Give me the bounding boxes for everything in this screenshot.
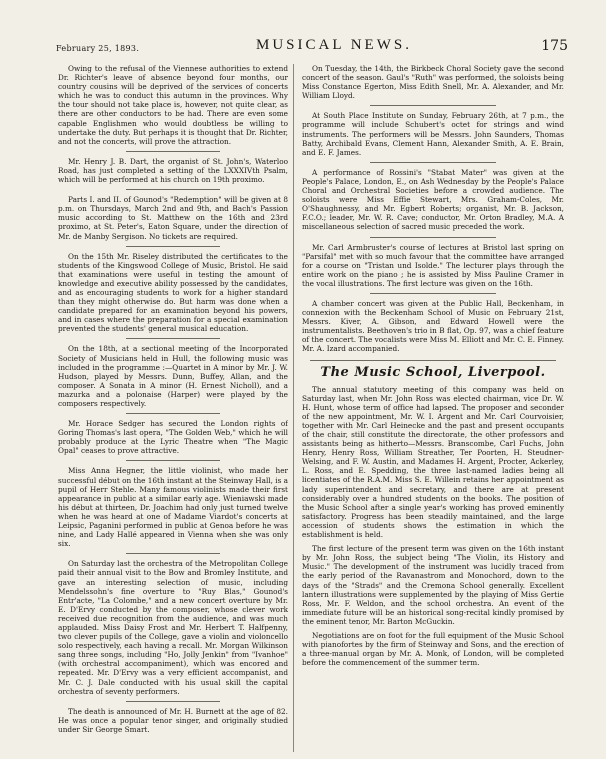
section-title-text: The Music School, Liverpool. <box>320 364 546 380</box>
divider <box>126 189 220 190</box>
column-divider <box>293 64 294 752</box>
divider <box>370 293 496 294</box>
divider <box>126 460 220 461</box>
page-header <box>56 36 570 58</box>
paragraph-redemption: Parts I. and II. of Gounod's "Redemption" will be given at 8 p.m. on Thursdays, March 2nd and 9th, and Bach's Passion music according to St. Matthew on the 16th and 23rd proximo, at St. Peter's, Eaton Square, under the direction of Mr. de Manby Sergison. No tickets are required. <box>58 195 288 241</box>
paragraph-stabat-mater: A performance of Rossini's "Stabat Mater" was given at the People's Palace, London, E., on Ash Wednesday by the People's Palace Choral and Orchestral Societies before a crowded audience. The soloists were Miss Effie Stewart, Mrs. Graham-Coles, Mr. O'Shaughnessy, and Mr. Egbert Roberts; organist, Mr. B. Jackson, F.C.O.; leader, Mr. W. R. Cave; conductor, Mr. Orton Bradley, M.A. A miscellaneous selection of sacred music preceded the work. <box>302 167 564 232</box>
left-column <box>58 64 288 754</box>
paragraph-music-school-lecture: The first lecture of the present term was given on the 16th instant by Mr. John Ross, the subject being "The Violin, its History and Music." The development of the instrument was lucidly traced from the early period of the Ravanastrom and Monochord, down to the days of the "Strads" and the Cremona School generally. Excellent lantern illustrations were supplemented by the playing of Miss Gertie Ross, Mr. F. Weldon, and the school orchestra. An event of the immediate future will be an historical song-recital kindly promised by the eminent tenor, Mr. Barton McGuckin. <box>302 544 564 626</box>
paragraph-sedger: Mr. Horace Sedger has secured the London rights of Goring Thomas's last opera, "The Golden Web," which he will probably produce at the Lyric Theatre when "The Magic Opal" ceases to prove attractive. <box>58 419 288 456</box>
divider <box>126 413 220 414</box>
section-heading <box>302 360 564 381</box>
paragraph-dart: Mr. Henry J. B. Dart, the organist of St. John's, Waterloo Road, has just completed a setting of the LXXXIVth Psalm, which will be performed at his church on 19th proximo. <box>58 156 288 185</box>
divider <box>370 162 496 163</box>
paragraph-metropolitan: On Saturday last the orchestra of the Metropolitan College paid their annual visit to the Bow and Bromley Institute, and gave an interesting selection of music, including Mendelssohn's fine overture to "Ruy Blas," Gounod's Entr'acte, "La Colombe," and a new concert overture by Mr. E. D'Ervy conducted by the composer, whose clever work received due recognition from the audience, and was much applauded. Miss Daisy Frost and Mr. Herbert T. Halfpenny, two clever pupils of the College, gave a violin and violoncello solo respectively, each having a recall. Mr. Morgan Wilkinson sang three songs, including "Ho, Jolly Jenkin" from "Ivanhoe" (with orchestral accompaniment), which was encored and repeated. Mr. D'Ervy was a very efficient accompanist, and Mr. C. J. Dale conducted with his usual skill the capital orchestra of seventy performers. <box>58 559 288 696</box>
divider <box>126 553 220 554</box>
divider <box>126 701 220 702</box>
paragraph-beckenham: A chamber concert was given at the Public Hall, Beckenham, in connexion with the Beckenham School of Music on February 21st, Messrs. Kiver, A. Gibson, and Edward Howell were the instrumentalists. Beethoven's trio in B flat, Op. 97, was a chief feature of the concert. The vocalists were Miss M. Elliott and Mr. C. E. Finney. Mr. A. Izard accompanied. <box>302 298 564 354</box>
issue-date: February 25, 1893. <box>56 44 140 53</box>
paragraph-armbruster: Mr. Carl Armbruster's course of lectures at Bristol last spring on "Parsifal" met with so much favour that the committee have arranged for a course on "Tristan und Isolde." The lecturer plays through the entire work on the piano ; he is assisted by Miss Pauline Cramer in the vocal illustrations. The first lecture was given on the 16th. <box>302 242 564 288</box>
masthead-title: MUSICAL NEWS. <box>256 37 412 53</box>
divider <box>370 237 496 238</box>
page-number: 175 <box>541 38 568 54</box>
paragraph-music-school-meeting: The annual statutory meeting of this company was held on Saturday last, when Mr. John Ross was elected chairman, vice Dr. W. H. Hunt, whose term of office had lapsed. The proposer and seconder of the new appointment, Mr. W. I. Argent and Mr. Carl Courvoisier, together with Mr. Carl Heinecke and the past and present occupants of the chair, still constitute the directorate, the other professors and assistants being as hitherto—Messrs. Branscombe, Carl Fuchs, John Henry, Henry Ross, William Streather, Ter Poorten, H. Steudner-Welsing, and F. W. Austin, and Madames H. Argent, Procter, Ackerley, L. Ross, and E. Spedding, the three last-named ladies being all licentiates of the R.A.M. Miss S. E. Willein retains her appointment as lady superintendent and secretary, and there are at present considerably over a hundred students on the books. The position of the Music School after a single year's working has proved eminently satisfactory. Progress has been steadily maintained, and the large accession of students shows the estimation in which the establishment is held. <box>302 384 564 540</box>
right-column <box>302 64 564 754</box>
paragraph-burnett: The death is announced of Mr. H. Burnett at the age of 82. He was once a popular tenor singer, and originally studied under Sir George Smart. <box>58 706 288 734</box>
paragraph-south-place: At South Place Institute on Sunday, February 26th, at 7 p.m., the programme will include Schubert's octet for strings and wind instruments. The performers will be Messrs. John Saunders, Thomas Batty, Archibald Evans, Clement Hann, Alexander Smith, A. E. Brain, and E. F. James. <box>302 111 564 157</box>
divider <box>126 338 220 339</box>
divider <box>126 151 220 152</box>
divider <box>126 246 220 247</box>
paragraph-hull: On the 18th, at a sectional meeting of the Incorporated Society of Musicians held in Hull, the following music was included in the programme :—Quartet in A minor by Mr. J. W. Hudson, played by Messrs. Dunn, Buffey, Allan, and the composer. A Sonata in A minor (H. Ernest Nicholl), and a mazurka and a polonaise (Harper) were played by the composers respectively. <box>58 344 288 408</box>
heading-rule <box>310 360 556 361</box>
paragraph-hegner: Miss Anna Hegner, the little violinist, who made her successful début on the 16th instant at the Steinway Hall, is a pupil of Herr Stehle. Many famous violinists made their first appearance in public at a similar early age. Wieniawski made his début at thirteen, Dr. Joachim had only just turned twelve when he was heard at one of Madame Viardot's concerts at Leipsic, Paganini performed in public at Genoa before he was nine, and Lady Hallé appeared in Vienna when she was only six. <box>58 466 288 549</box>
paragraph-riseley: On the 15th Mr. Riseley distributed the certificates to the students of the Kingswood College of Music, Bristol. He said that examinations were useful in testing the amount of knowledge and executive ability possessed by the candidates, and as encouraging students to work for a higher standard than they might otherwise do. But harm was done when a candidate prepared for an examination beyond his powers, and in cases where the preparation for a special examination prevented the students' general musical education. <box>58 251 288 334</box>
paragraph-birkbeck: On Tuesday, the 14th, the Birkbeck Choral Society gave the second concert of the season. Gaul's "Ruth" was performed, the soloists being Miss Constance Egerton, Miss Edith Snell, Mr. A. Alexander, and Mr. William Lloyd. <box>302 64 564 101</box>
divider <box>370 105 496 106</box>
paragraph-richter: Owing to the refusal of the Viennese authorities to extend Dr. Richter's leave of absence beyond four months, our country cousins will be deprived of the services of concerts which he was to conduct this autumn in the provinces. Why the tour should not take place is, however, not quite clear, as there are other conductors to be had. There are even some capable Englishmen who would doubtless be willing to undertake the duty. But perhaps it is thought that Dr. Richter, and not the concerts, will prove the attraction. <box>58 64 288 146</box>
paragraph-music-school-organ: Negotiations are on foot for the full equipment of the Music School with pianofortes by the firm of Steinway and Sons, and the erection of a three-manual organ by Mr. A. Monk, of London, will be completed before the commencement of the summer term. <box>302 630 564 668</box>
